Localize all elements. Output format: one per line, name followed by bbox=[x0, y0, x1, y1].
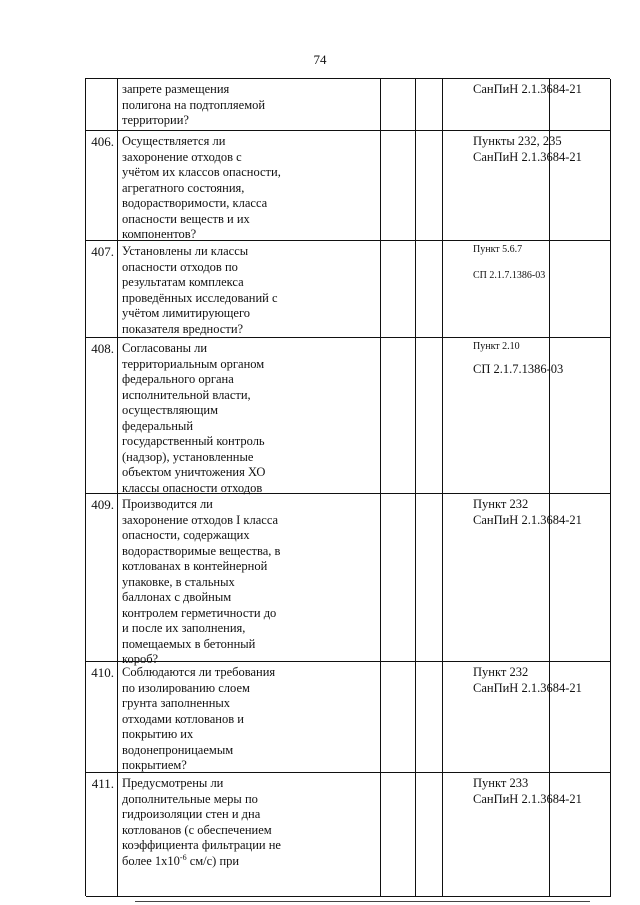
question-text: Осуществляется ли захоронение отходов с учётом их классов опасности, агрегатного состояния, водорастворимости, класса опасности веществ и их компонентов? bbox=[122, 134, 281, 241]
reference-text: Пункты 232, 235 СанПиН 2.1.3684-21 bbox=[473, 134, 582, 164]
reference-text: Пункт 5.6.7 СП 2.1.7.1386-03 bbox=[473, 244, 546, 281]
table-row bbox=[86, 773, 611, 897]
table-row bbox=[86, 131, 611, 241]
page-number: 74 bbox=[313, 52, 327, 67]
table-row bbox=[86, 79, 611, 131]
row-number: 409. bbox=[91, 497, 114, 512]
question-text: Соблюдаются ли требования по изолированию слоем грунта заполненных отходами котлованов и покрытию их водонепроницаемым покрытием? bbox=[122, 665, 276, 772]
question-text: Производится ли захоронение отходов I класса опасности, содержащих водорастворимые вещества, в котлованах в контейнерной упаковке, в стальных баллонах с двойным контролем герметичности до и после их заполнения, помещаемых в бетонный короб? bbox=[122, 497, 281, 666]
table-row bbox=[86, 494, 611, 666]
reference-text: Пункт 2.10 СП 2.1.7.1386-03 bbox=[473, 341, 564, 376]
scan-edge-line bbox=[135, 901, 590, 902]
reference-text: Пункт 232 СанПиН 2.1.3684-21 bbox=[473, 665, 582, 695]
row-number: 406. bbox=[91, 134, 114, 149]
reference-text: Пункт 232 СанПиН 2.1.3684-21 bbox=[473, 497, 582, 527]
row-number: 410. bbox=[91, 665, 114, 680]
checklist-table bbox=[85, 78, 610, 896]
question-text: Установлены ли классы опасности отходов по результатам комплекса проведённых исследований с учётом лимитирующего показателя вредности? bbox=[122, 244, 278, 336]
question-text: Согласованы ли территориальным органом федерального органа исполнительной власти, осуществляющим федеральный государственный контроль (надзор), установленные объектом уничтожения ХО классы опасности отходов bbox=[122, 341, 266, 495]
row-number: 407. bbox=[91, 244, 114, 259]
question-text: запрете размещения полигона на подтопляемой территории? bbox=[122, 82, 266, 127]
question-text: Предусмотрены ли дополнительные меры по гидроизоляции стен и дна котлованов (с обеспечением коэффициента фильтрации не более $1х10^{-6}$ см/с) при bbox=[122, 776, 281, 868]
reference-text: СанПиН 2.1.3684-21 bbox=[473, 82, 582, 96]
reference-text: Пункт 233 СанПиН 2.1.3684-21 bbox=[473, 776, 582, 806]
table-row bbox=[86, 338, 611, 494]
row-number: 411. bbox=[91, 776, 114, 791]
table-row bbox=[86, 662, 611, 773]
row-number: 408. bbox=[91, 341, 114, 356]
table-row bbox=[86, 241, 611, 338]
